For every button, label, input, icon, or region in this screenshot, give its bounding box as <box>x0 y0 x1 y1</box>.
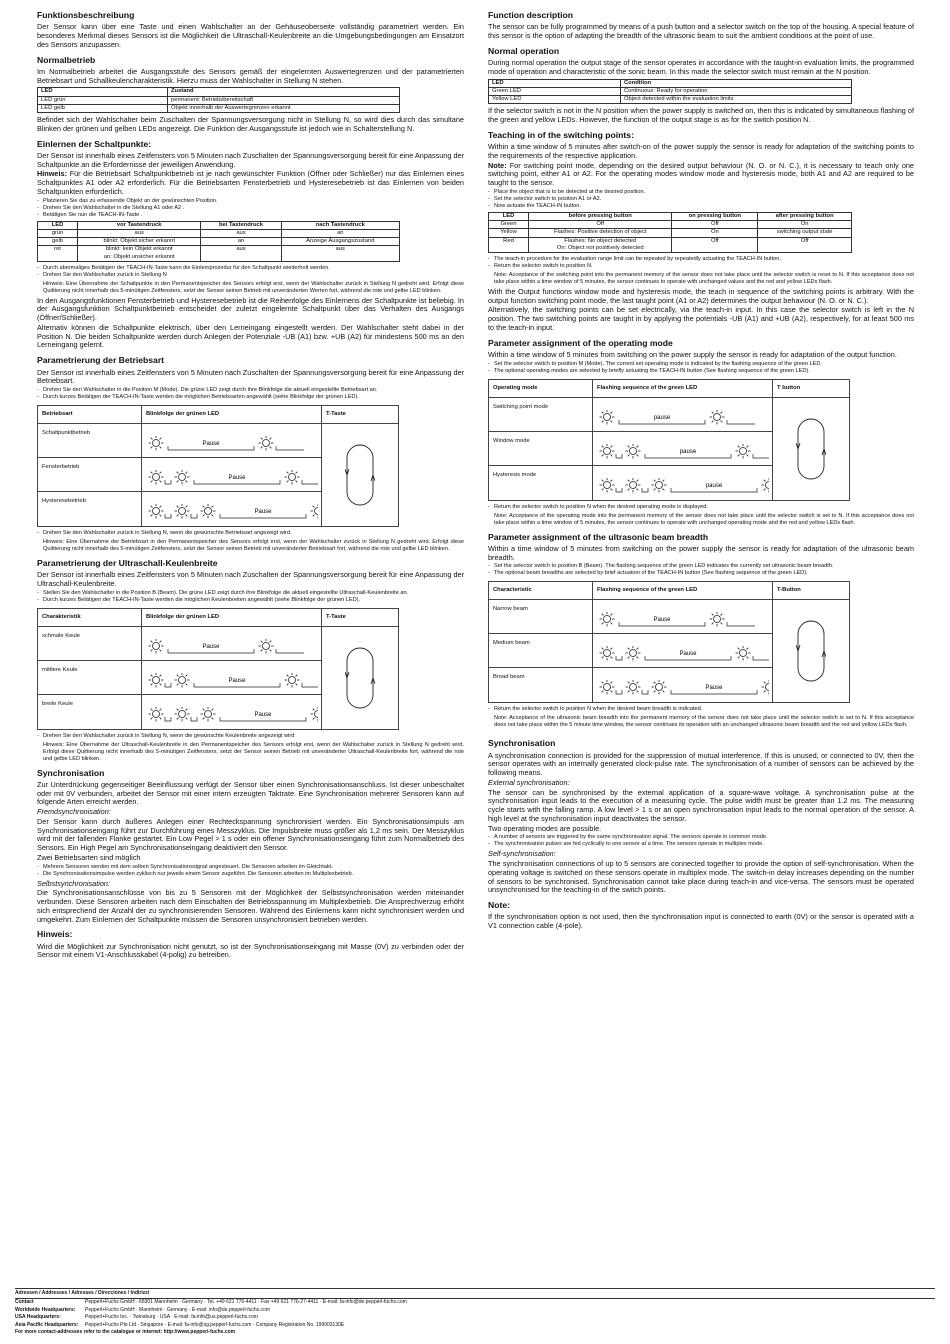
grid-header-de: Blinkfolge der grünen LED <box>142 609 322 627</box>
teach-after-de <box>37 265 464 279</box>
para-normal2-de: Befindet sich der Wahlschalter beim Zuschalten der Spannungsversorgung nicht in Stellung N, so wird dies durch das simultane Blinken der grünen und gelben LEDs angezeigt. Die Funktion der Ausgangsstufe ist jedoch wie in Schalterstellung N. <box>37 115 464 133</box>
grid-header-de: Betriebsart <box>38 406 142 424</box>
grid-row-label: Hysteresis mode <box>489 466 593 500</box>
table-cell: Off <box>672 237 758 252</box>
table-cell: Red <box>489 237 529 252</box>
pause-label: Pause <box>653 617 671 624</box>
para-teach-en: Within a time window of 5 minutes after switch-on of the power supply the sensor is ready for adaptation of the switching points to the requirements of the respective application. <box>488 142 914 160</box>
para-teach3-de: In den Ausgangsfunktionen Fensterbetrieb und Hysteresebetrieb ist die Reihenfolge des Einlernens der Schaltpunkte ist beliebig. In der Ausgangsfunktion Schaltpunktbetrieb entscheidet der zuletzt eingelernte Schaltpunkt über das Verhalten des Ausgangs (Öffner/Schließer). <box>37 295 464 323</box>
led-table-header: Condition <box>621 79 852 87</box>
t-button-cell <box>322 424 398 526</box>
list-item: - Drehen Sie den Wahlschalter zurück in Stellung N, wenn die gewünschte Keulenbreite angezeigt wird <box>37 733 464 740</box>
table-header: nach Tastendruck <box>281 221 399 229</box>
grid-row-label: breite Keule <box>38 695 142 729</box>
para-sync-en: A synchronisation connection is provided for the suppression of mutual interference. If this is unused, or connected to 0V, then the sensor operates with an internally generated clock-pulse rate. The synchronisation of a number of sensors can be achieved by the following means. <box>488 750 914 778</box>
table-cell: aus <box>201 246 281 261</box>
teach-steps-de <box>37 198 464 219</box>
flash-sequence-cell <box>593 668 773 702</box>
table-cell: Yellow LED <box>489 96 621 104</box>
flash-sequence-cell <box>142 661 322 695</box>
grid-row-label: Window mode <box>489 432 593 466</box>
flash-sequence-cell <box>142 492 322 526</box>
list-item: - The teach-in procedure for the evaluation range limit can be repeated by repeatedly actuating the TEACH-IN button. <box>488 256 914 263</box>
beam-after-en <box>488 706 914 713</box>
sync-list-de <box>37 864 464 878</box>
heading-normal-de: Normalbetrieb <box>37 54 96 65</box>
footer-value: Pepperl+Fuchs Inc. · Twinsburg · USA · E-mail: fa-info@us.pepperl-fuchs.com <box>85 1314 258 1321</box>
heading-beam-de: Parametrierung der Ultraschall-Keulenbreite <box>37 557 218 568</box>
table-cell: Off <box>758 237 852 252</box>
list-item: - Drehen Sie den Wahlschalter in die Stellung A1 oder A2 . <box>37 205 464 212</box>
pause-label: Pause <box>679 651 697 658</box>
grid-row-label: schmale Keule <box>38 627 142 661</box>
flash-sequence-cell <box>142 695 322 729</box>
footer-row <box>15 1314 935 1321</box>
heading-teach-de: Einlernen der Schaltpunkte: <box>37 138 152 149</box>
beam-hint-de: Hinweis: Eine Übernahme der Ultraschall-Keulenbreite in den Permanentspeicher des Sensors erfolgt erst, wenn der Wahlschalter zurück in Stellung N gedreht wird. Erfolgt diese Quittierung nicht innerhalb des 5-minütigen Zeitfensters, setzt der Sensor seinen Betrieb mit unveränderter Ultraschall-Keulenbreite fort, während die rote und gelbe LED blinken. <box>43 741 464 762</box>
grid-header-de: Blinkfolge der grünen LED <box>142 406 322 424</box>
para-teach-note-en <box>488 162 914 188</box>
table-header: on pressing button <box>672 212 758 220</box>
list-item: - Die Synchronisationsimpulse werden zyklisch nur jeweils einem Sensor zugeführt. Die Sensoren arbeiten im Multiplexbetrieb. <box>37 871 464 878</box>
pause-label: Pause <box>202 440 220 447</box>
grid-row-label: Fensterbetrieb <box>38 458 142 492</box>
pause-label: Pause <box>228 474 246 481</box>
heading-function-de: Funktionsbeschreibung <box>37 10 135 20</box>
t-button-cell <box>773 600 849 702</box>
heading-teach-en: Teaching in of the switching points: <box>488 129 634 140</box>
para-normal-de: Im Normalbetrieb arbeitet die Ausgangsstufe des Sensors gemäß der eingelernten Auswertegrenzen und der parametrierten Betriebsart und Schallkeulencharakteristik. Hierzu muss der Wahlschalter in Stellung N stehen. <box>37 66 464 85</box>
para-sync-two-de: Zwei Betriebsarten sind möglich <box>37 852 141 862</box>
flash-sequence-cell <box>593 432 773 466</box>
para-normal-en: During normal operation the output stage of the sensor operates in accordance with the taught-in evaluation limits, the programmed mode of operation and characteristic of the sonic beam. In this made the selector switch must remain at the N position. <box>488 58 914 76</box>
table-header: bei Tastendruck <box>201 221 281 229</box>
table-cell: gelb <box>38 238 78 246</box>
footer-value: Pepperl+Fuchs GmbH · 68301 Mannheim · Germany · Tel. +49 621 776-4411 · Fax +49 621 776-27-4411 · E-mail: fa-info@de.pepperl-fuchs.com <box>85 1299 407 1306</box>
para-function-en: The sensor can be fully programmed by means of a push button and a selector switch on the top of the housing. A special feature of this sensor is the option of adapting the breadth of the ultrasonic beam to suit the ambient conditions at the point of use. <box>488 22 914 41</box>
table-cell: Off <box>529 221 672 229</box>
led-flash-icon <box>148 673 318 691</box>
note-text: Für die Betriebsart Schaltpunktbetrieb ist je nach gewünschter Funktion (Öffner oder Schließer) nur das Einlernen eines Schaltpunktes A1 oder A2 erforderlich. Für die Betriebsarten Fensterbetrieb und Hysteresebetrieb ist das Einlernen von beiden Schaltpunkten erforderlich. <box>37 169 464 196</box>
mode-hint-de: Hinweis: Eine Übernahme der Betriebsart in den Permanentspeicher des Sensors erfolgt erst, wenn der Wahlschalter zurück in Stellung N gedreht wird. Erfolgt diese Quittierung nicht innerhalb des 5-minütigen Zeitfensters, setzt der Sensor seinen Betrieb mit unveränderter Betriebsart fort, während die rote und gelbe LED blinken. <box>43 538 464 552</box>
pause-label: Pause <box>228 677 246 684</box>
footer-row <box>15 1307 935 1314</box>
sync-ext-heading-de: Fremdsynchronisation: <box>37 807 111 817</box>
table-cell: switching output state <box>758 229 852 237</box>
teach-after-en <box>488 256 914 270</box>
grid-row-label: Medium beam <box>489 634 593 668</box>
grid-row-label: Switching point mode <box>489 398 593 432</box>
led-flash-icon <box>599 612 769 630</box>
sync-list-en <box>488 834 914 848</box>
list-item: - Drehen Sie den Wahlschalter zurück in Stellung N, wenn die gewünschte Betriebsart angezeigt wird. <box>37 530 464 537</box>
table-cell: an <box>281 229 399 237</box>
beam-after-de <box>37 733 464 740</box>
grid-header-de: T-Taste <box>322 406 398 424</box>
list-item: - Mehrere Sensoren werden mit dem selben Synchronisationssignal angesteuert. Die Sensoren arbeiten im Gleichtakt. <box>37 864 464 871</box>
grid-header-en: Operating mode <box>489 380 593 398</box>
list-item: - Betätigen Sie nun die TEACH-IN-Taste . <box>37 212 464 219</box>
flash-sequence-cell <box>142 424 322 458</box>
flash-sequence-cell <box>593 634 773 668</box>
grid-row-label: Hysteresebetrieb <box>38 492 142 526</box>
address-footer <box>15 1288 935 1336</box>
list-item: - Durch kurzes Betätigen der TEACH-IN-Taste werden die möglichen Betriebsarten angewählt (siehe Blinkfolge der grünen LED). <box>37 394 464 401</box>
footer-row <box>15 1322 935 1329</box>
german-column <box>37 10 464 961</box>
heading-function-en: Function description <box>488 10 573 20</box>
teach-hint-en: Note: Acceptance of the switching point into the permanent memory of the sensor does not take place until the selector switch is reset to N. If this acceptance does not take place within a time window of 5 minutes, the sensor continues to operate with unchanged values and the red and yellow LEDs flash. <box>494 271 914 285</box>
heading-mode-de: Parametrierung der Betriebsart <box>37 355 165 366</box>
para-note-de: Wird die Möglichkeit zur Synchronisation nicht genutzt, so ist der Synchronisationseingang mit Masse (0V) zu verbinden oder der Sensor mit einem V1-Anschlusskabel (4-polig) zu betreiben. <box>37 941 464 960</box>
para-teach-note-de <box>37 170 464 196</box>
list-item: - Return the selector switch to position N when the desired operating mode is displayed. <box>488 504 914 511</box>
mode-steps-en <box>488 361 914 375</box>
table-cell: Off <box>672 221 758 229</box>
para-sync-two-en: Two operating modes are possible. <box>488 823 602 833</box>
para-sync-ext-en: The sensor can be synchronised by the external application of a square-wave voltage. A synchronisation pulse at the synchronisation input leads to the execution of a measuring cycle. The pulse width must be greater than 1.2 ms. The measuring cycle starts with the falling ramp. A low level > 1 s or an open synchronisation input leads to the normal operation of the sensor. A high level at the synchronisation input deactivates the sensor. <box>488 787 914 823</box>
grid-row-label: Schaltpunktbetrieb <box>38 424 142 458</box>
list-item: - Stellen Sie den Wahlschalter in die Position B (Beam). Die grüne LED zeigt durch ihre Blinkfolge die aktuell eingestellte Ultraschall-Keulenbreite an. <box>37 590 464 597</box>
grid-header-de: T-Taste <box>322 609 398 627</box>
table-cell: aus <box>281 246 399 261</box>
led-flash-icon <box>599 680 769 698</box>
led-flash-icon <box>599 444 769 462</box>
flash-sequence-cell <box>593 466 773 500</box>
led-flash-icon <box>148 436 318 454</box>
led-flash-icon <box>599 478 769 496</box>
para-teach4-de: Alternativ können die Schaltpunkte elektrisch, über den Lerneingang eingestellt werden. Der Wahlschalter steht dabei in der Position N. Die beiden Schaltpunkte werden durch Anlegen der Potenziale -UB (A1) bzw. +UB (A2) für mindestens 500 ms an den Lerneingang gelernt. <box>37 322 464 350</box>
heading-normal-en: Normal operation <box>488 45 560 56</box>
led-table-header: LED <box>38 88 168 96</box>
table-cell: an <box>201 238 281 246</box>
pause-label: Pause <box>254 711 272 718</box>
t-button-cell <box>322 627 398 729</box>
grid-row-label: Broad beam <box>489 668 593 702</box>
para-sync-self-en: The synchronisation connections of up to 5 sensors are connected together to provide the option of self-synchronisation. When the operating voltage is switched on these sensors operate in multiplex mode. The switch-in delay increases depending on the number of sensors to be synchronised. Synchronisation cannot take place during teach-in and vice-versa. The sensors must be operated unsynchronised for the teaching-in of the switch points. <box>488 859 914 895</box>
table-cell: Continuous: Ready for operation <box>621 87 852 95</box>
footer-title: Adressen / Addresses / Adresses / Direcciónes / Indirizzi <box>15 1289 935 1299</box>
flash-sequence-cell <box>593 398 773 432</box>
table-cell: Flashes: Positive detection of object <box>529 229 672 237</box>
grid-header-en: T button <box>773 380 849 398</box>
list-item: - Durch abermaliges Betätigen der TEACH-IN-Taste kann die Einlernprozedur für den Schaltpunkt wiederholt werden. <box>37 265 464 272</box>
table-cell: On <box>672 229 758 237</box>
table-cell: Objekt innerhalb der Auswertegrenzen erkannt <box>168 104 400 112</box>
led-flash-icon <box>148 707 318 725</box>
table-header: before pressing button <box>529 212 672 220</box>
beam-grid-de <box>37 608 399 730</box>
grid-header-en: Characteristic <box>489 582 593 600</box>
table-header: LED <box>489 212 529 220</box>
led-table-de <box>37 87 400 113</box>
list-item: - Drehen Sie den Wahlschalter in die Position M (Mode). Die grüne LED zeigt durch ihre Blinkfolge die aktuell eingestellte Betriebsart an. <box>37 387 464 394</box>
para-beam-en: Within a time window of 5 minutes from switching on the power supply the sensor is ready for adaptation of the ultrasonic beam breadth. <box>488 543 914 562</box>
list-item: - Platzieren Sie das zu erfassende Objekt an der gewünschten Position. <box>37 198 464 205</box>
para-normal2-en: If the selector switch is not in the N position when the power supply is switched on, then this is indicated by simultaneous flashing of the green and yellow LEDs. However, the function of the output stage is as for the switch position N. <box>488 106 914 125</box>
list-item: - Now actuate the TEACH-IN button. <box>488 203 914 210</box>
pause-label: Pause <box>254 508 272 515</box>
flash-sequence-cell <box>142 627 322 661</box>
table-header: LED <box>38 221 78 229</box>
footer-label: Contact <box>15 1299 34 1306</box>
t-button-cycle-icon <box>796 619 826 683</box>
heading-note-en: Note: <box>488 900 510 911</box>
teach-table-en <box>488 212 852 253</box>
pause-label: pause <box>653 414 671 421</box>
t-button-cell <box>773 398 849 500</box>
teach-steps-en <box>488 189 914 210</box>
heading-sync-de: Synchronisation <box>37 767 105 778</box>
led-flash-icon <box>599 410 769 428</box>
sync-ext-heading-en: External synchronisation: <box>488 777 570 787</box>
grid-header-en: T-Button <box>773 582 849 600</box>
table-cell: On <box>758 221 852 229</box>
list-item: - Set the selector switch to position M (Mode). The current set operating mode is indicated by the flashing sequence of the green LED. <box>488 361 914 368</box>
led-flash-icon <box>599 646 769 664</box>
list-item: - Set the selector switch to position B (Beam). The flashing sequence of the green LED indicates the currently set ultrasonic beam breadth. <box>488 563 914 570</box>
table-cell: Green <box>489 221 529 229</box>
list-item: - Drehen Sie den Wahlschalter zurück in Stellung N <box>37 272 464 279</box>
para-function-de: Der Sensor kann über eine Taste und einen Wahlschalter an der Gehäuseoberseite vollständig parametriert werden. Ein besonderes Merkmal dieses Sensors ist die Möglichkeit die Ultraschall-Keulenbreite an die Umgebungsbedingungen am Einsatzort des Sensors anzupassen. <box>37 22 464 49</box>
heading-mode-en: Parameter assignment of the operating mode <box>488 337 673 348</box>
footer-value: Pepperl+Fuchs Pte Ltd · Singapore · E-mail: fa-info@sg.pepperl-fuchs.com · Company Registration No. 199003130E <box>85 1321 345 1328</box>
t-button-cycle-icon <box>345 646 375 710</box>
pause-label: pause <box>679 448 697 455</box>
note-label: Note: <box>488 160 507 170</box>
mode-grid-en <box>488 379 850 501</box>
footer-row <box>15 1299 935 1306</box>
table-header: after pressing button <box>758 212 852 220</box>
table-cell: aus <box>201 229 281 237</box>
led-flash-icon <box>148 470 318 488</box>
mode-after-en <box>488 504 914 511</box>
table-cell: LED grün <box>38 96 168 104</box>
led-flash-icon <box>148 639 318 657</box>
list-item: - The optional beam breadths are selected by brief actuation of the TEACH-IN button (See flashing sequence of the green LED). <box>488 570 914 577</box>
led-table-header: Zustand <box>168 88 400 96</box>
para-note-en: If the synchronisation option is not used, then the synchronisation input is connected to earth (0V) or the sensor is operated with a V1 connection cable (4-pole). <box>488 912 914 931</box>
beam-hint-en: Note: Acceptance of the ultrasonic beam breadth into the permanent memory of the sensor does not take place until the selector switch is set to N. If this acceptance does not take place within the 5 minute time window, the sensor continues its operation with an unchanged ultrasonic beam breadth and the red and yellow LEDs flash. <box>494 715 914 729</box>
t-button-cycle-icon <box>345 443 375 507</box>
footer-label: Worldwide Headquarters: <box>15 1306 76 1313</box>
mode-after-de <box>37 530 464 537</box>
pause-label: Pause <box>705 685 723 692</box>
list-item: - Set the selector switch to position A1 or A2. <box>488 196 914 203</box>
table-cell: Object detected within the evaluation limits <box>621 96 852 104</box>
teach-hint-de: Hinweis: Eine Übernahme der Schaltpunkte in den Permanentspeicher des Sensors erfolgt erst, wenn der Wahlschalter zurück in Stellung N gedreht wird. Erfolgt diese Quittierung nicht innerhalb des 5-minütigen Zeitfensters, setzt der Sensor seinen Betrieb mit unveränderten Werten fort, während die rote und gelbe LED blinken. <box>43 280 464 294</box>
table-cell: blinkt: kein Objekt erkannt an: Objekt unsicher erkannt <box>78 246 201 261</box>
table-cell: rot <box>38 246 78 261</box>
table-cell: aus <box>78 229 201 237</box>
heading-note-de: Hinweis: <box>37 929 73 940</box>
list-item: - Return the selector switch to position N when the desired beam breadth is indicated. <box>488 706 914 713</box>
note-text: For switching point mode, depending on the desired output behaviour (N. O. or N. C.), it is necessary to teach only one switching point, either A1 or A2. For the operating modes window mode and hysteresis mode, both A1 and A2 are required to be taught to the sensor. <box>488 160 914 188</box>
footer-label: Asia Pacific Headquarters: <box>15 1321 79 1328</box>
para-beam-de: Der Sensor ist innerhalb eines Zeitfensters von 5 Minuten nach Zuschalten der Spannungsversorgung bereit für eine Anpassung der Ultraschall-Keulenbreite. <box>37 570 464 588</box>
para-teach3-en: With the Output functions window mode and hysteresis mode, the teach in sequence of the switching points is arbitrary. With the output function switching point mode, the last taught point (A1 or A2) determines the output behaviour (N. O. or N. C.). <box>488 286 914 305</box>
mode-hint-en: Note: Acceptance of the operating mode into the permanent memory of the sensor does not take place until the selector switch is set to N. If this acceptance does not take place within a time window of 5 minutes, the sensor continues to operate with unchanged operating mode and the red and yellow LEDs flash. <box>494 512 914 526</box>
table-cell: blinkt: Objekt sicher erkannt <box>78 238 201 246</box>
english-column <box>488 10 914 932</box>
table-cell: LED gelb <box>38 104 168 112</box>
teach-table-de <box>37 221 400 262</box>
flash-sequence-cell <box>142 458 322 492</box>
grid-row-label: Narrow beam <box>489 600 593 634</box>
table-cell: Yellow <box>489 229 529 237</box>
note-label: Hinweis: <box>37 169 68 179</box>
heading-beam-en: Parameter assignment of the ultrasonic beam breadth <box>488 531 709 542</box>
para-sync-de: Zur Unterdrückung gegenseitiger Beeinflussung verfügt der Sensor über einen Synchronisationsanschluss. Ist dieser unbeschaltet oder mit 0V verbunden, arbeitet der Sensor mit einer intern erzeugten Taktrate. Eine Synchronisation mehrerer Sensoren kann auf folgende Arten erreicht werden. <box>37 779 464 807</box>
grid-header-en: Flashing sequence of the green LED <box>593 380 773 398</box>
list-item: - Durch kurzes Betätigen der TEACH-IN-Taste werden die möglichen Keulenbreiten angewählt (siehe Blinkfolge der grünen LED). <box>37 597 464 604</box>
para-mode-de: Der Sensor ist innerhalb eines Zeitfensters von 5 Minuten nach Zuschalten der Spannungsversorgung bereit für eine Anpassung der Betriebsart. <box>37 367 464 386</box>
para-teach4-en: Alternatively, the switching points can be set electrically, via the teach-in input. In this case the selector switch is left in the N position. The two switching points are taught in by applying the potentials -UB (A1) and +UB (A2), respectively, for at least 500 ms to the teach-in input. <box>488 305 914 332</box>
led-table-en <box>488 79 852 105</box>
footer-value: Pepperl+Fuchs GmbH · Mannheim · Germany · E-mail: info@de.pepperl-fuchs.com <box>85 1306 271 1313</box>
table-cell: Anzeige Ausgangszustand <box>281 238 399 246</box>
list-item: - The synchronisation pulses are fed cyclically to one sensor at a time. The sensors operate in multiplex mode. <box>488 841 914 848</box>
para-teach-de: Der Sensor ist innerhalb eines Zeitfensters von 5 Minuten nach Zuschalten der Spannungsversorgung bereit für eine Anpassung der Schaltpunkte an die Erfordernisse der jeweiligen Anwendung. <box>37 150 464 169</box>
para-sync-ext-de: Der Sensor kann durch äußeres Anlegen einer Rechteckspannung synchronisiert werden. Ein Synchronisationsimpuls am Synchronisationseingang führt zur Durchführung eines Messzyklus. Die Impulsbreite muss größer als 1,2 ms sein. Der Messzyklus wird mit der fallenden Flanke gestartet. Ein Low Pegel > 1 s oder ein offener Synchronisationseingang führt zum Normalbetrieb des Sensors. Ein High Pegel am Synchronisationseingang deaktiviert den Sensor. <box>37 816 464 853</box>
t-button-cycle-icon <box>796 417 826 481</box>
pause-label: Pause <box>202 643 220 650</box>
table-header: vor Tastendruck <box>78 221 201 229</box>
led-table-header: LED <box>489 79 621 87</box>
flash-sequence-cell <box>593 600 773 634</box>
list-item: - A number of sensors are triggered by the same synchronisation signal. The sensors operate in common mode. <box>488 834 914 841</box>
beam-steps-en <box>488 563 914 577</box>
para-mode-en: Within a time window of 5 minutes from switching on the power supply the sensor is ready for adaptation of the output function. <box>488 350 897 360</box>
grid-header-de: Charakteristik <box>38 609 142 627</box>
mode-steps-de <box>37 387 464 401</box>
table-cell: Flashes: No object detected On: Object not positively detected <box>529 237 672 252</box>
list-item: - The optional operating modes are selected by briefly actuating the TEACH-IN button (See flashing sequence of the green LED). <box>488 368 914 375</box>
grid-header-en: Flashing sequence of the green LED <box>593 582 773 600</box>
list-item: - Place the object that is to be detected at the desired position. <box>488 189 914 196</box>
sync-self-heading-de: Selbstsynchronisation: <box>37 878 111 888</box>
para-sync-self-de: Die Synchronisationsanschlüsse von bis zu 5 Sensoren mit der Möglichkeit der Selbstsynchronisation werden miteinander verbunden. Diese Sensoren arbeiten nach dem Einschalten der Betriebsspannung im Multiplexbetrieb. Die Ansprechverzug erhöht sich entsprechend der Anzahl der zu synchronisierenden Sensoren. Während des Einlernens kann nicht synchronisiert werden und umgekehrt. Zum Einlernen der Schaltpunkte müssen die Sensoren unsynchronisiert betrieben werden. <box>37 888 464 924</box>
table-cell: Green LED <box>489 87 621 95</box>
beam-steps-de <box>37 590 464 604</box>
list-item: - Return the selector switch to position N. <box>488 263 914 270</box>
footer-label: USA Headquarters: <box>15 1314 61 1321</box>
pause-label: pause <box>705 482 723 489</box>
grid-row-label: mittlere Keule <box>38 661 142 695</box>
table-cell: permanent: Betriebsbereitschaft <box>168 96 400 104</box>
mode-grid-de <box>37 405 399 527</box>
beam-grid-en <box>488 581 850 703</box>
table-cell: grün <box>38 229 78 237</box>
led-flash-icon <box>148 504 318 522</box>
sync-self-heading-en: Self-synchronisation: <box>488 849 556 859</box>
footer-bottom-line: For more contact-addresses refer to the catalogue or internet: http://www.pepperl-fuchs.com <box>15 1328 236 1335</box>
heading-sync-en: Synchronisation <box>488 738 556 749</box>
